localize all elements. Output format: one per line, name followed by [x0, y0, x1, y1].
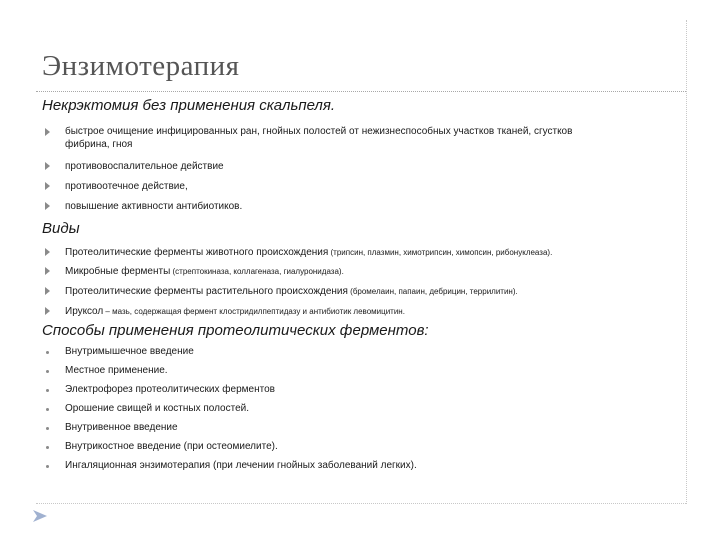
enzyme-group-name: Протеолитические ферменты животного происхождения [65, 247, 329, 258]
dot-bullet-icon [44, 347, 52, 357]
enzyme-group-examples: (трипсин, плазмин, химотрипсин, химопсин, рибонуклеаза). [328, 248, 553, 257]
enzyme-group-examples: (бромелаин, папаин, дебрицин, террилитин). [347, 287, 518, 296]
list-item: Ингаляционная энзимотерапия (при лечении гнойных заболеваний легких). [65, 460, 417, 471]
dot-bullet-icon [44, 442, 52, 452]
frame-right-border [686, 20, 687, 504]
triangle-bullet-icon [44, 161, 52, 171]
list-item: противовоспалительное действие [65, 161, 224, 172]
dot-bullet-icon [44, 385, 52, 395]
list-item: противоотечное действие, [65, 181, 188, 192]
section1-heading: Некрэктомия без применения скальпеля. [42, 97, 336, 114]
section2-heading: Виды [42, 220, 80, 237]
list-item [65, 305, 680, 318]
list-item [65, 285, 680, 298]
enzyme-group-examples: – мазь, содержащая фермент клостридилпептидазу и антибиотик левомицитин. [103, 307, 405, 316]
list-item: Внутрикостное введение (при остеомиелите). [65, 441, 278, 452]
triangle-bullet-icon [44, 286, 52, 296]
list-item [65, 265, 680, 278]
dot-bullet-icon [44, 461, 52, 471]
list-item: повышение активности антибиотиков. [65, 201, 243, 212]
dot-bullet-icon [44, 423, 52, 433]
section3-heading: Способы применения протеолитических ферментов: [42, 322, 429, 339]
list-item: Электрофорез протеолитических ферментов [65, 384, 275, 395]
title-divider [36, 91, 686, 92]
dot-bullet-icon [44, 366, 52, 376]
triangle-bullet-icon [44, 201, 52, 211]
enzyme-group-name: Ирукcол [65, 306, 104, 317]
triangle-bullet-icon [44, 306, 52, 316]
navigation-arrow-icon[interactable] [30, 508, 50, 524]
enzyme-group-name: Микробные ферменты [65, 266, 171, 277]
triangle-bullet-icon [44, 247, 52, 257]
enzyme-group-examples: (стрептокиназа, коллагеназа, гиалуронидаза). [170, 267, 344, 276]
dot-bullet-icon [44, 404, 52, 414]
enzyme-group-name: Протеолитические ферменты растительного происхождения [65, 286, 348, 297]
triangle-bullet-icon [44, 127, 52, 137]
triangle-bullet-icon [44, 266, 52, 276]
list-item: Местное применение. [65, 365, 168, 376]
list-item: Орошение свищей и костных полостей. [65, 403, 250, 414]
list-item [65, 246, 680, 259]
frame-bottom-border [36, 503, 686, 504]
slide-title: Энзимотерапия [42, 50, 240, 82]
list-item-line: фибрина, гноя [65, 139, 133, 150]
list-item: Внутривенное введение [65, 422, 178, 433]
list-item: Внутримышечное введение [65, 346, 194, 357]
triangle-bullet-icon [44, 181, 52, 191]
list-item [65, 125, 680, 151]
list-item-line: быстрое очищение инфицированных ран, гнойных полостей от нежизнеспособных участков тканей, сгустков [65, 126, 573, 137]
